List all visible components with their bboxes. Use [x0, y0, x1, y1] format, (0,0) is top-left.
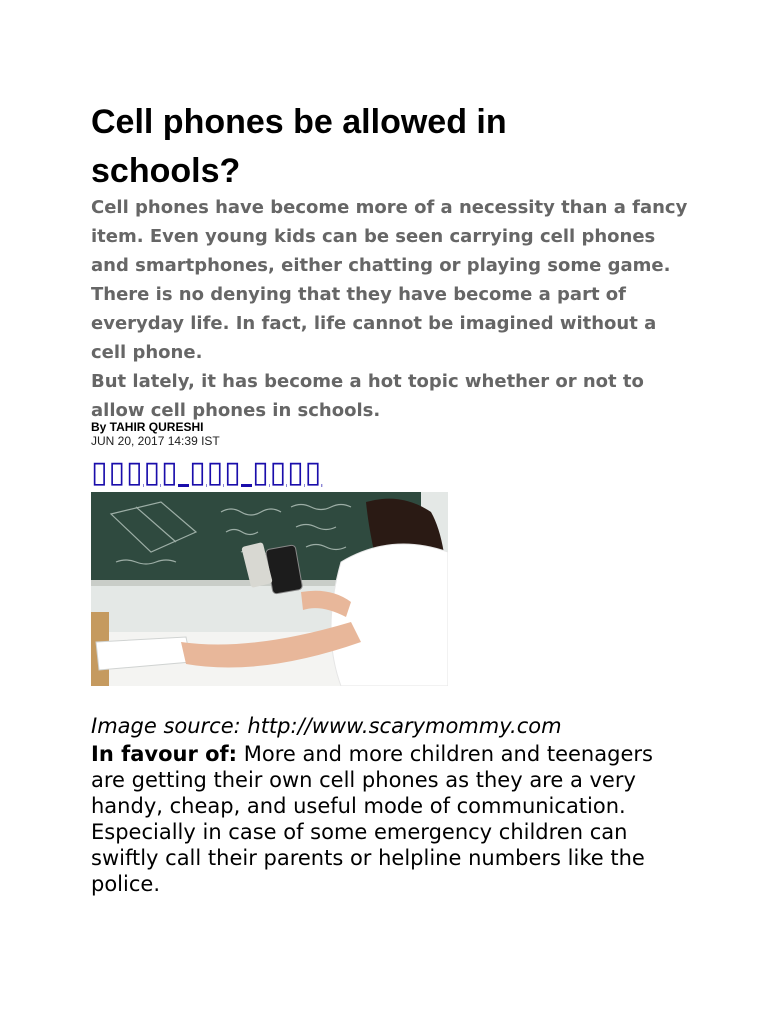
favour-text: More and more children and teenagers are getting their own cell phones as they are a very handy, cheap, and useful mode of communication. Especially in case of some emergency children can swiftly call their parents or helpline numbers like the police. [91, 742, 653, 896]
article-photo [91, 492, 448, 686]
image-caption: Image source: http://www.scarymommy.com [91, 714, 562, 738]
publish-date: JUN 20, 2017 14:39 IST [91, 434, 220, 448]
lead-paragraph-1: Cell phones have become more of a necessity than a fancy item. Even young kids can be seen carrying cell phones and smartphones, either chatting or playing some game. There is no denying that they have become a part of everyday life. In fact, life cannot be imagined without a cell phone. [91, 197, 688, 363]
byline [91, 420, 220, 448]
favour-label: In favour of: [91, 742, 238, 766]
student-with-phone-illustration [91, 492, 448, 686]
hindi-version-link[interactable]: ▯▯▯▯▯ ▯▯▯ ▯▯▯▯ [91, 455, 323, 490]
author-name: By TAHIR QURESHI [91, 420, 204, 434]
article-lead [91, 193, 691, 425]
article-title: Cell phones be allowed in schools? [91, 103, 507, 190]
favour-paragraph [91, 741, 681, 897]
lead-paragraph-2: But lately, it has become a hot topic whether or not to allow cell phones in schools. [91, 371, 644, 421]
